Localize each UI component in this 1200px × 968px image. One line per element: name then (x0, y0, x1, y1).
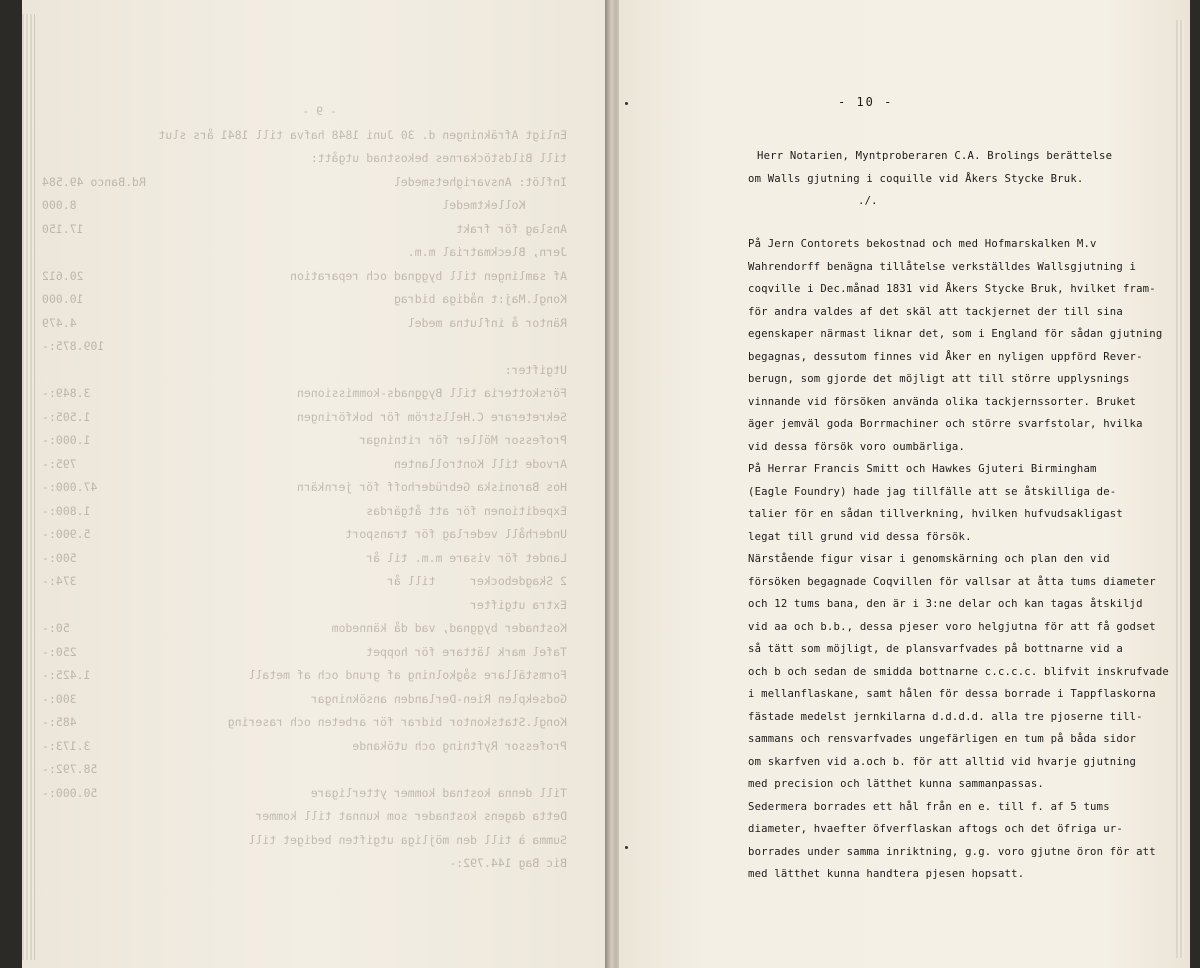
bleed-text: Enligt Afräkningen d. 30 Juni 1848 hafva till 1841 års slut (158, 127, 567, 142)
bleed-line (42, 453, 567, 475)
punch-mark (625, 102, 628, 105)
bleed-text: Expeditionen för att åtgärdas (366, 503, 567, 518)
bleed-amount: 1.505:- (42, 409, 91, 424)
body-line: vinnande vid försöken använda olika tackjernssorter. Bruket (748, 395, 1137, 408)
right-page-stack-edge (1176, 20, 1184, 958)
body-line: På Herrar Francis Smitt och Hawkes Gjuteri Birmingham (748, 463, 1097, 475)
bleed-line (42, 288, 567, 310)
bleed-text: Kongl.Maj:t nådiga bidrag (393, 292, 567, 306)
bleed-text: Hos Baroniska Gebrüderhoff för jernkärn (296, 480, 567, 494)
heading-mark: ./. (858, 195, 878, 207)
bleed-text: till Bildstöckarnes bekostnad utgått: (310, 151, 567, 165)
left-page-bleedthrough-text (42, 100, 567, 900)
bleed-line (42, 335, 567, 357)
bleed-text: - 9 - (302, 104, 337, 118)
bleed-text: Inflöt: Ansvarighetsmedel (393, 174, 567, 189)
bleed-text: Underhåll vederlag för transport (345, 527, 567, 541)
bleed-line (42, 429, 567, 451)
body-line: egenskaper närmast liknar det, som i England för sådan gjutning (748, 328, 1163, 340)
bleed-amount: 17.150 (42, 221, 84, 236)
bleed-line (42, 711, 567, 733)
body-line: med lätthet kunna handtera pjesen hopsatt. (748, 868, 1025, 880)
bleed-amount: 109.875:- (42, 339, 105, 353)
bleed-text: Tafel mark lättare för hoppet (366, 644, 567, 659)
bleed-text: Kongl.Statskontor bidrar för arbeten och rasering (227, 715, 567, 729)
bleed-line (42, 523, 567, 545)
bleed-amount: 795:- (42, 456, 77, 471)
bleed-amount: 10.000 (42, 292, 84, 306)
bleed-line (42, 218, 567, 240)
bleed-amount: 300:- (42, 691, 77, 706)
bleed-line (42, 312, 567, 334)
bleed-line (42, 570, 567, 592)
bleed-amount: 8.000 (42, 198, 77, 212)
bleed-line (42, 594, 567, 616)
body-line: vid dessa försök voro oumbärliga. (748, 440, 966, 453)
bleed-amount: 1.425:- (42, 668, 91, 682)
bleed-amount: 485:- (42, 715, 77, 729)
punch-mark (625, 846, 628, 849)
bleed-text: Jern, Bleckmatrial m.m. (407, 245, 567, 259)
bleed-text: 2 Skagdebocker till år (386, 574, 567, 588)
body-line: i mellanflaskane, samt hålen för dessa borrade i Tappflaskorna (748, 688, 1156, 700)
bleed-line (42, 265, 567, 287)
bleed-amount: 3.173:- (42, 738, 91, 753)
body-line: talier för en sådan tillverkning, hvilken hufvudsakligast (748, 508, 1123, 520)
bleed-line (42, 476, 567, 498)
bleed-line (42, 641, 567, 663)
bleed-line (42, 664, 567, 686)
bleed-line (42, 805, 567, 827)
body-line: sammans och rensvarfvades ungefärligen en tum på båda sidor (748, 733, 1137, 745)
bleed-line (42, 500, 567, 522)
bleed-amount: 1.800:- (42, 503, 91, 518)
body-line: berugn, som gjorde det möjligt att till större upplysnings (748, 373, 1130, 385)
page-number: - 10 - (838, 95, 894, 109)
body-line: borrades under samma inriktning, g.g. voro gjutne öron för att (748, 845, 1156, 858)
bleed-text: Kostnader byggnad, vad då kännedom (331, 621, 567, 635)
bleed-text: Landet för visare m.m. til år (366, 550, 567, 565)
bleed-line (42, 547, 567, 569)
bleed-line (42, 829, 567, 851)
bleed-amount: Rd.Banco 49.584 (42, 174, 146, 189)
left-page-stack-edge (22, 14, 35, 960)
bleed-line (42, 147, 567, 169)
body-line: så tätt som möjligt, de plansvarfvades på bottnarne vid a (748, 643, 1123, 655)
bleed-amount: 3.849:- (42, 386, 91, 400)
body-line: På Jern Contorets bekostnad och med Hofmarskalken M.v (748, 238, 1097, 250)
bleed-line (42, 688, 567, 710)
bleed-amount: 50.000:- (42, 785, 98, 800)
bleed-amount: 374:- (42, 574, 77, 588)
body-line: och 12 tums bana, den är i 3:ne delar och kan tagas åtskiljd (748, 598, 1143, 610)
body-line: vid aa och b.b., dessa pjeser voro helgjutna för att få godset (748, 620, 1156, 633)
bleed-line (42, 194, 567, 216)
bleed-line (42, 852, 567, 874)
bleed-text: Anslag för frakt (456, 221, 567, 236)
bleed-text: Godsekplen Rien-Derlanden ansökningar (310, 691, 567, 706)
bleed-amount: 50:- (42, 621, 70, 635)
bleed-line (42, 100, 567, 122)
bleed-line (42, 758, 567, 780)
bleed-amount: 4.479 (42, 315, 77, 330)
body-line: Sedermera borrades ett hål från en e. till f. af 5 tums (748, 800, 1110, 813)
heading-line: om Walls gjutning i coquille vid Åkers Stycke Bruk. (748, 172, 1084, 185)
body-line: begagnas, dessutom finnes vid Åker en nyligen uppförd Rever- (748, 350, 1143, 363)
bleed-amount: 58.792:- (42, 762, 98, 776)
bleed-line (42, 241, 567, 263)
body-line: Närstående figur visar i genomskärning och plan den vid (748, 553, 1110, 565)
bleed-text: Af samlingen till byggnad och reparation (290, 268, 567, 283)
document-body (748, 233, 1169, 886)
bleed-text: Detta dagens kostnader som kunnat till kommer (255, 809, 567, 823)
bleed-amount: 5.900:- (42, 527, 91, 541)
bleed-text: Professor Ryftning och utökande (352, 738, 567, 753)
bleed-text: Till denna kostnad kommer ytterligare (310, 785, 567, 800)
bleed-line (42, 124, 567, 146)
bleed-line (42, 617, 567, 639)
bleed-text: Arvode till Kontrollanten (393, 456, 567, 471)
document-heading (748, 145, 1148, 213)
bleed-text: Utgifter: (504, 362, 567, 377)
bleed-line (42, 171, 567, 193)
bleed-text: Förskotteria till Byggnads-kommissionen (296, 386, 567, 400)
bleed-amount: 1.000:- (42, 433, 91, 447)
body-line: äger jemväl goda Borrmachiner och större svarfstolar, hvilka (748, 418, 1143, 430)
bleed-amount: 500:- (42, 550, 77, 565)
body-line: fästade medelst jernkilarna d.d.d.d. alla tre pjoserne till- (748, 710, 1143, 723)
bleed-text: Professor Möller för ritningar (359, 433, 567, 447)
bleed-line (42, 359, 567, 381)
bleed-amount: 47.000:- (42, 480, 98, 494)
body-line: om skarfven vid a.och b. för att alltid vid hvarje gjutning (748, 755, 1137, 768)
bleed-line (42, 406, 567, 428)
bleed-line (42, 382, 567, 404)
bleed-text: Räntor å influtna medel (407, 315, 567, 330)
body-line: diameter, hvaefter öfverflaskan aftogs och det öfriga ur- (748, 823, 1123, 835)
heading-line: Herr Notarien, Myntproberaren C.A. Brolings berättelse (757, 150, 1113, 162)
bleed-text: Sekreterare C.Hellström för bokföringen (296, 409, 567, 424)
body-line: Wahrendorff benägna tillåtelse verkställdes Wallsgjutning i (748, 260, 1137, 273)
bleed-line (42, 735, 567, 757)
bleed-text: Formställare sågkolning af grund och af metall (248, 668, 567, 682)
body-line: (Eagle Foundry) hade jag tillfälle att se åtskilliga de- (748, 485, 1117, 498)
body-line: legat till grund vid dessa försök. (748, 530, 972, 543)
bleed-amount: 250:- (42, 644, 77, 659)
body-line: för andra valdes af det skäl att tackjernet der till sina (748, 305, 1123, 318)
bleed-text: Kollektmedel (442, 198, 567, 212)
body-line: med precision och lätthet kunna sammanpassas. (748, 778, 1045, 790)
body-line: coqville i Dec.månad 1831 vid Åkers Stycke Bruk, hvilket fram- (748, 283, 1156, 295)
body-line: försöken begagnade Coqvillen för vallsar at åtta tums diameter (748, 575, 1156, 588)
body-line: och b och sedan de smidda bottnarne c.c.c.c. blifvit inskrufvade (748, 665, 1169, 678)
bleed-amount: 20.612 (42, 268, 84, 283)
bleed-text: Summa à till den möjliga utgiften bediget till (248, 832, 567, 847)
bleed-line (42, 782, 567, 804)
bleed-text: Bic Bag 144.792:- (449, 856, 567, 870)
bleed-text: Extra utgifter (470, 597, 567, 612)
